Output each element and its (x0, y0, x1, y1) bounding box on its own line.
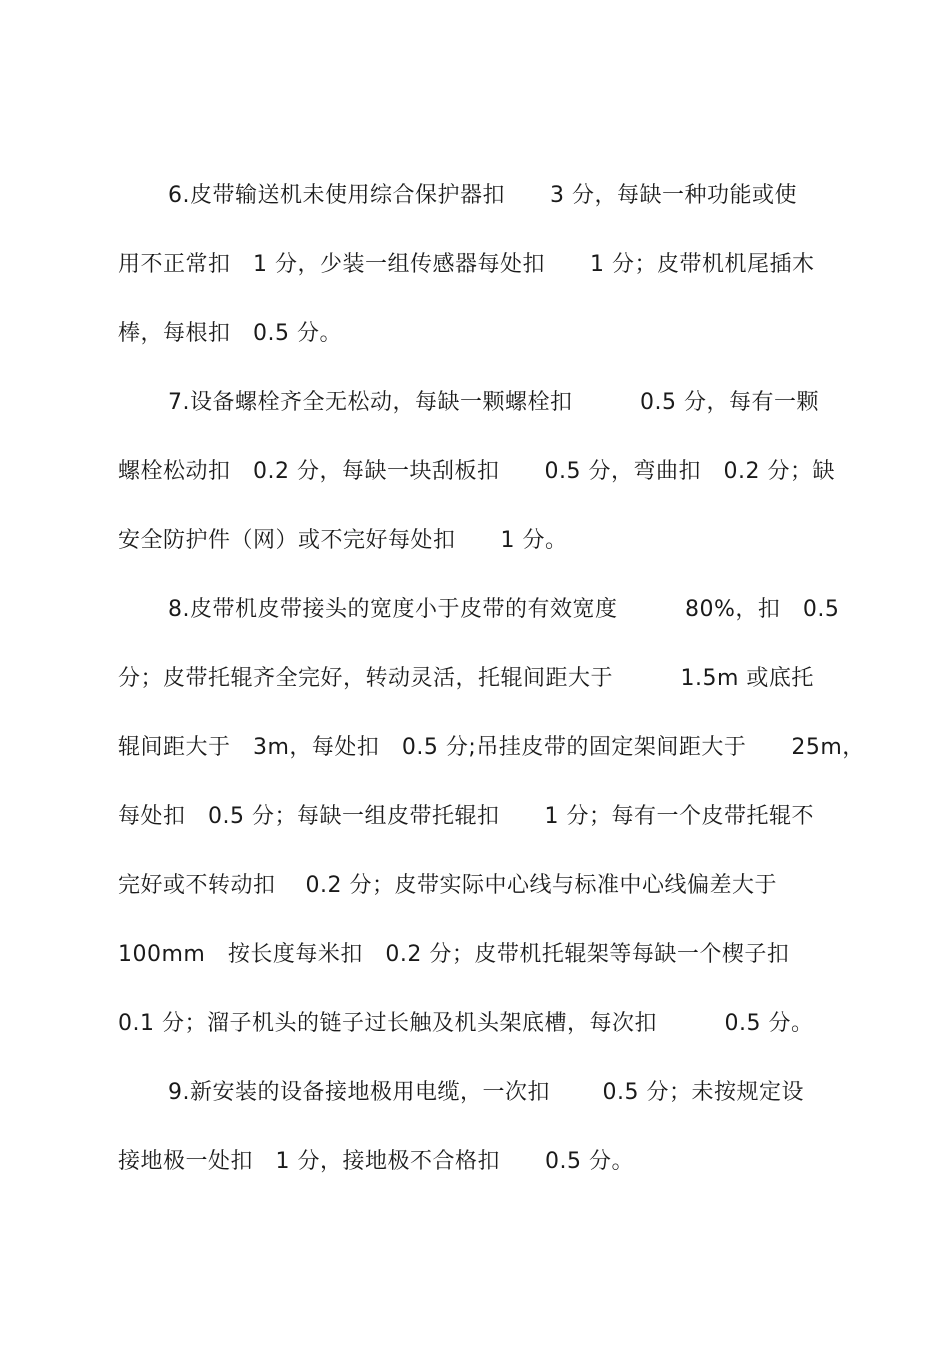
text-line-item6-3: 棒，每根扣 0.5 分。 (118, 321, 342, 346)
text-line-item9-1: 9.新安装的设备接地极用电缆，一次扣 0.5 分；未按规定设 (168, 1080, 804, 1105)
text-line-item8-4: 每处扣 0.5 分；每缺一组皮带托辊扣 1 分；每有一个皮带托辊不 (118, 804, 814, 829)
text-line-item9-2: 接地极一处扣 1 分，接地极不合格扣 0.5 分。 (118, 1149, 634, 1174)
text-line-item8-2: 分；皮带托辊齐全完好，转动灵活，托辊间距大于 1.5m 或底托 (118, 666, 814, 691)
text-line-item8-3: 辊间距大于 3m，每处扣 0.5 分;吊挂皮带的固定架间距大于 25m， (118, 735, 865, 760)
text-line-item6-1: 6.皮带输送机未使用综合保护器扣 3 分，每缺一种功能或使 (168, 183, 797, 208)
text-line-item8-5: 完好或不转动扣 0.2 分；皮带实际中心线与标准中心线偏差大于 (118, 873, 777, 898)
text-line-item8-1: 8.皮带机皮带接头的宽度小于皮带的有效宽度 80%，扣 0.5 (168, 597, 840, 622)
text-line-item7-1: 7.设备螺栓齐全无松动，每缺一颗螺栓扣 0.5 分，每有一颗 (168, 390, 819, 415)
text-line-item8-6: 100mm 按长度每米扣 0.2 分；皮带机托辊架等每缺一个楔子扣 (118, 942, 790, 967)
text-line-item7-2: 螺栓松动扣 0.2 分，每缺一块刮板扣 0.5 分，弯曲扣 0.2 分；缺 (118, 459, 835, 484)
text-line-item6-2: 用不正常扣 1 分，少装一组传感器每处扣 1 分；皮带机机尾插木 (118, 252, 815, 277)
text-line-item8-7: 0.1 分；溜子机头的链子过长触及机头架底槽，每次扣 0.5 分。 (118, 1011, 814, 1036)
text-line-item7-3: 安全防护件（网）或不完好每处扣 1 分。 (118, 528, 568, 553)
